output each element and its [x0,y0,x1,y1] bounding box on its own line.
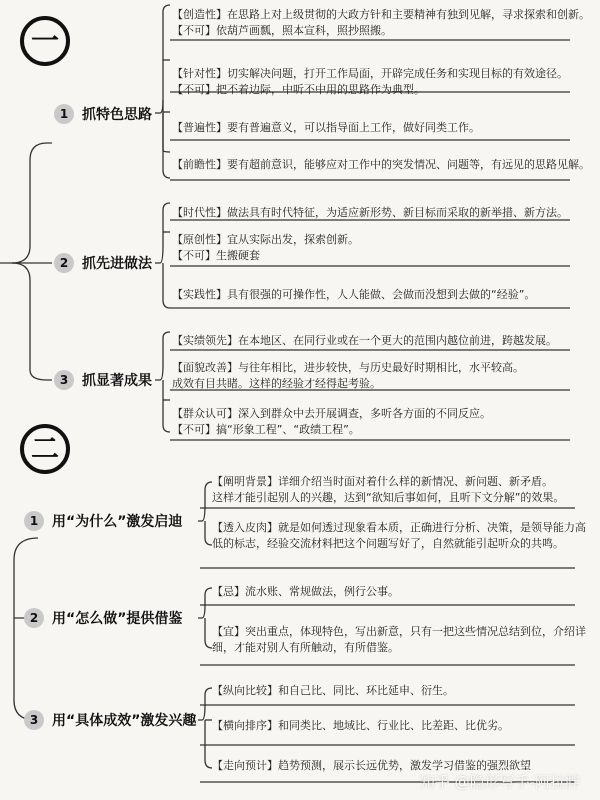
section-one-numeral: 一 [30,24,59,57]
note-line: 细，才能对别人有所触动，有所借鉴。 [212,641,399,654]
category-number: 3 [24,710,44,730]
section-one-badge [20,16,70,66]
note-box [172,333,557,349]
category-2-1 [24,511,182,531]
note-box [172,360,524,392]
category-2-2 [24,608,182,628]
note-box [212,718,509,734]
note-line: 【不可】把不着边际，中听不中用的思路作为典型。 [172,83,425,96]
note-line: 成效有目共睹。这样的经验才经得起考验。 [172,377,381,390]
note-line: 【时代性】做法具有时代特征，为适应新形势、新目标而采取的新举措、新方法。 [172,206,568,219]
category-label: 抓显著成果 [82,373,152,389]
note-line: 【不可】依葫芦画瓢，照本宣科，照抄照搬。 [172,24,392,37]
category-label: 抓先进做法 [82,256,152,272]
note-line: 【针对性】切实解决问题，打开工作局面，开辟完成任务和实现目标的有效途径。 [172,67,568,80]
note-line: 【不可】生搬硬套 [172,249,260,262]
category-label: 用“为什么”激发启迪 [52,514,183,530]
note-box [172,287,535,303]
category-1-3 [54,370,152,390]
note-line: 【不可】搞“形象工程”、“政绩工程”。 [172,423,360,436]
note-box [212,624,586,656]
category-number: 2 [54,253,74,273]
note-box [212,474,564,506]
note-box [172,157,590,173]
note-line: 【原创性】宜从实际出发，探索创新。 [172,233,359,246]
note-line: 【横向排序】和同类比、地域比、行业比、比差距、比优劣。 [212,719,509,732]
category-number: 2 [24,608,44,628]
watermark: 知乎 @隐形写手-阿拉胖 [419,773,580,791]
note-line: 【走向预计】趋势预测，展示长远优势，激发学习借鉴的强烈欲望 [212,759,531,772]
section-two-numeral: 二 [30,432,59,465]
note-box [172,120,480,136]
category-label: 抓特色思路 [82,107,152,123]
note-box [212,520,586,552]
note-line: 【实践性】具有很强的可操作性，人人能做、会做而没想到去做的“经验”。 [172,288,536,301]
note-box [212,683,454,699]
note-line: 【忌】流水账、常规做法，例行公事。 [212,585,399,598]
note-box [172,406,491,438]
category-2-3 [24,710,196,730]
category-label: 用“具体成效”激发兴趣 [52,713,197,729]
note-line: 【普遍性】要有普遍意义，可以指导面上工作，做好同类工作。 [172,121,480,134]
category-number: 1 [24,511,44,531]
note-box [172,232,359,264]
category-1-1 [54,104,152,124]
note-line: 低的标志，经验交流材料把这个问题写好了，自然就能引起听众的共鸣。 [212,537,564,550]
note-line: 【前瞻性】要有超前意识，能够应对工作中的突发情况、问题等，有远见的思路见解。 [172,158,590,171]
note-box [172,7,590,39]
note-line: 【群众认可】深入到群众中去开展调查，多听各方面的不同反应。 [172,407,491,420]
note-line: 【宜】突出重点，体现特色，写出新意，只有一把这些情况总结到位，介绍详 [212,625,586,638]
note-line: 【创造性】在思路上对上级贯彻的大政方针和主要精神有独到见解，寻求探索和创新。 [172,8,590,21]
note-line: 【纵向比较】和自己比、同比、环比延申、衍生。 [212,684,454,697]
note-line: 【面貌改善】与往年相比，进步较快，与历史最好时期相比，水平较高。 [172,361,524,374]
category-1-2 [54,253,152,273]
category-label: 用“怎么做”提供借鉴 [52,611,183,627]
note-line: 【透入皮肉】就是如何透过现象看本质，正确进行分析、决策，是领导能力高 [212,521,586,534]
note-line: 【阐明背景】详细介绍当时面对着什么样的新情况、新问题、新矛盾。 [212,475,553,488]
note-line: 【实绩领先】在本地区、在同行业或在一个更大的范围内越位前进，跨越发展。 [172,334,557,347]
note-line: 这样才能引起别人的兴趣，达到“欲知后事如何，且听下文分解”的效果。 [212,491,565,504]
category-number: 3 [54,370,74,390]
note-box [172,66,568,98]
note-box [172,205,568,221]
note-box [212,584,399,600]
category-number: 1 [54,104,74,124]
section-two-badge [20,424,70,474]
